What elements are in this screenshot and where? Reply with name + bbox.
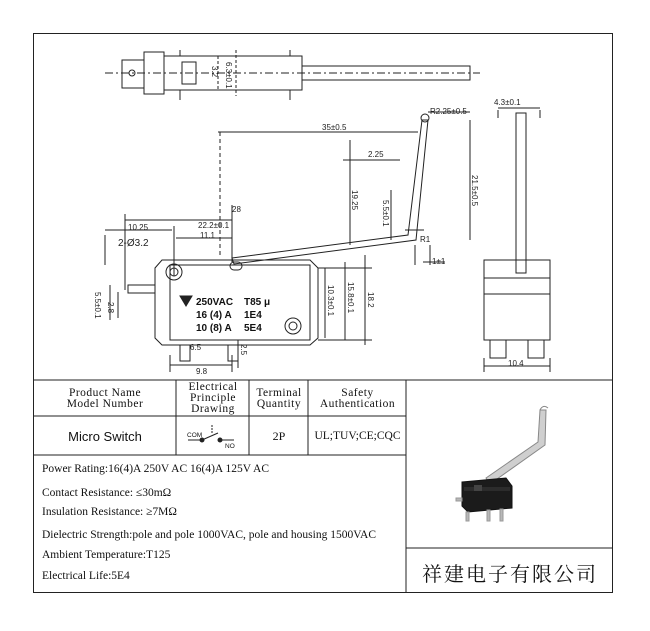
schematic-no-label: NO	[225, 443, 235, 450]
dim-98: 9.8	[196, 367, 208, 376]
dim-222: 22.2±0.1	[198, 221, 230, 230]
dim-top-h2: 6.3±0.1	[224, 62, 233, 89]
dim-65: 6.5	[190, 343, 202, 352]
company-name: 祥建电子有限公司	[422, 561, 598, 586]
dim-111: 11.1	[200, 231, 215, 240]
dim-104: 10.4	[508, 359, 524, 368]
spec-electrical-life: Electrical Life:5E4	[42, 570, 130, 582]
lever-drawing	[218, 112, 470, 265]
dim-25: 2.5	[239, 344, 248, 356]
marking-temp: T85 μ	[244, 297, 271, 308]
marking-life1: 1E4	[244, 310, 262, 321]
dim-225: 2.25	[368, 150, 384, 159]
top-view-drawing	[105, 50, 480, 100]
dim-158: 15.8±0.1	[346, 282, 355, 314]
dim-182: 18.2	[366, 292, 375, 308]
dim-2155: 21.5±0.5	[470, 175, 479, 207]
header-product-name: Product Name Model Number	[66, 386, 144, 410]
dim-top-h1: 3.2	[210, 66, 219, 78]
header-safety-auth: Safety Authentication	[319, 386, 396, 410]
spec-ambient-temperature: Ambient Temperature:T125	[42, 549, 171, 561]
safety-auth-cell: UL;TUV;CE;CQC	[314, 430, 401, 442]
end-view-drawing	[484, 108, 550, 372]
dim-radius-tip: R2.25±0.5	[430, 107, 467, 116]
dim-1025: 10.25	[128, 223, 149, 232]
header-terminal-quantity: Terminal Quantity	[256, 386, 302, 410]
spec-contact-resistance: Contact Resistance: ≤30mΩ	[42, 487, 172, 499]
marking-rating2: 10 (8) A	[196, 323, 232, 334]
marking-voltage: 250VAC	[196, 297, 234, 308]
schematic-com-label: COM	[187, 432, 203, 439]
dim-1925: 19.25	[350, 190, 359, 211]
dim-55b: 5.5±0.1	[93, 292, 102, 319]
dim-1: 1±1	[432, 257, 446, 266]
dim-lever-length: 35±0.5	[322, 123, 347, 132]
dim-28: 28	[232, 205, 241, 214]
dim-28b: 2.8	[106, 302, 115, 314]
model-number-cell: Micro Switch	[68, 428, 142, 444]
spec-dielectric-strength: Dielectric Strength:pole and pole 1000VAC, pole and housing 1500VAC	[42, 529, 376, 541]
dim-r1: R1	[420, 235, 431, 244]
dim-top-width: 4.3±0.1	[494, 98, 521, 107]
marking-life2: 5E4	[244, 323, 262, 334]
marking-rating1: 16 (4) A	[196, 310, 232, 321]
dim-103: 10.3±0.1	[326, 285, 335, 317]
product-photo	[456, 406, 548, 521]
dim-holes: 2-Ø3.2	[118, 238, 149, 249]
dim-55: 5.5±0.1	[381, 200, 390, 227]
terminal-quantity-cell: 2P	[272, 428, 286, 443]
spec-power-rating: Power Rating:16(4)A 250V AC 16(4)A 125V AC	[42, 463, 270, 475]
header-principle-drawing: Electrical Principle Drawing	[188, 381, 238, 415]
spec-insulation-resistance: Insulation Resistance: ≥7MΩ	[42, 506, 177, 518]
